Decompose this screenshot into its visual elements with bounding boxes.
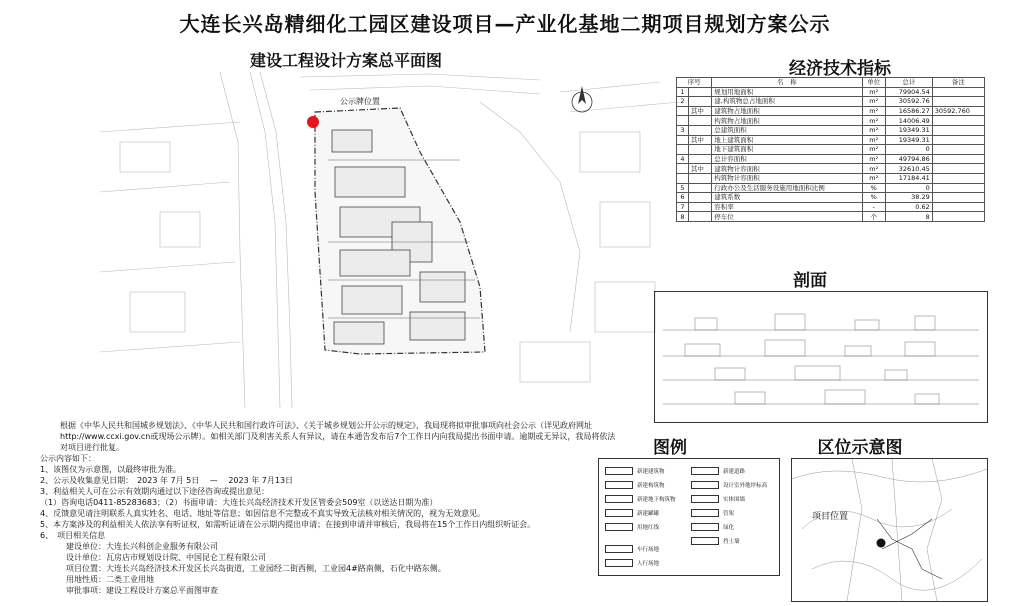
econ-indicators-title: 经济技术指标 xyxy=(789,59,891,79)
cell-unit: m² xyxy=(862,135,885,145)
legend-symbol-icon xyxy=(691,495,719,503)
cell-unit: m² xyxy=(862,125,885,135)
cell-name: 构筑物占地面积 xyxy=(712,116,862,126)
cell-group: 其中 xyxy=(688,164,711,174)
legend-label: 新建道路 xyxy=(723,469,746,475)
notice-intro: 根据《中华人民共和国城乡规划法》、《中华人民共和国行政许可法》、《关于城乡规划公开公示的规定》，我局现将拟审批事项向社会公示（详见政府网址http://www.ccxi.gov.cn或现场公示牌）。如相关部门及利害关系人有异议，请在本通告发布后7个工作日内向我局提出书面申请。逾期或无异议，我局将依法对项目进行批复。 xyxy=(60,421,616,452)
cell-note xyxy=(932,173,984,183)
cell-total: 0 xyxy=(885,145,932,155)
notice-item: 6、 项目相关信息 xyxy=(40,531,106,540)
cell-unit: % xyxy=(862,183,885,193)
legend-label: 挡土墙 xyxy=(723,539,740,545)
cell-unit: m² xyxy=(862,87,885,97)
cell-unit: m² xyxy=(862,106,885,116)
cell-unit: - xyxy=(862,202,885,212)
cell-unit: m² xyxy=(862,154,885,164)
project-location-label: 项目位置 xyxy=(812,512,849,522)
legend-label: 实体围墙 xyxy=(723,497,746,503)
cell-unit: m² xyxy=(862,164,885,174)
site-plan-title: 建设工程设计方案总平面图 xyxy=(249,51,442,70)
econ-table-body xyxy=(677,87,985,221)
legend-item xyxy=(691,467,745,475)
cell-total: 38.29 xyxy=(885,193,932,203)
table-row xyxy=(677,154,985,164)
notice-info-line: 建设单位：大连长兴科创企业服务有限公司 xyxy=(66,542,218,551)
sign-position-marker xyxy=(307,116,319,128)
cell-group xyxy=(688,183,711,193)
legend-box xyxy=(598,458,780,576)
notice-item: 5、本方案涉及的利益相关人依法享有听证权，如需听证请在公示期内提出申请；在接到申请并审核后，我局将在15个工作日内组织听证会。 xyxy=(40,520,536,529)
cell-group xyxy=(688,116,711,126)
north-arrow-icon xyxy=(572,86,592,112)
cell-name: 地上建筑面积 xyxy=(712,135,862,145)
cell-unit: m² xyxy=(862,145,885,155)
cell-name: 建筑物计容面积 xyxy=(712,164,862,174)
legend-title: 图例 xyxy=(653,438,687,458)
cell-no: 6 xyxy=(677,193,689,203)
location-map-title: 区位示意图 xyxy=(817,438,903,458)
table-row xyxy=(677,116,985,126)
legend-label: 新建建筑物 xyxy=(637,469,665,475)
cell-total: 30592.76 xyxy=(885,97,932,107)
notice-project-info xyxy=(40,541,620,596)
cell-note xyxy=(932,212,984,222)
legend-label: 管架 xyxy=(723,511,735,517)
cell-no: 7 xyxy=(677,202,689,212)
cell-no xyxy=(677,164,689,174)
cell-unit: 个 xyxy=(862,212,885,222)
notice-info-line: 审批事项：建设工程设计方案总平面图审查 xyxy=(66,586,218,595)
cell-no: 8 xyxy=(677,212,689,222)
legend-symbol-icon xyxy=(691,467,719,475)
legend-label: 人行场地 xyxy=(637,561,660,567)
notice-info-line: 设计单位：瓦房店市规划设计院、中国昆仑工程有限公司 xyxy=(66,553,266,562)
cell-unit: m² xyxy=(862,173,885,183)
cell-unit: m² xyxy=(862,97,885,107)
notice-item: 4、反馈意见请注明联系人真实姓名、电话、地址等信息；如因信息不完整或不真实导致无法核对相关情况的，视为无效意见。 xyxy=(40,509,486,518)
cell-note xyxy=(932,202,984,212)
cell-no: 2 xyxy=(677,97,689,107)
cell-note xyxy=(932,145,984,155)
legend-label: 绿化 xyxy=(723,525,735,531)
table-row xyxy=(677,212,985,222)
cell-note xyxy=(932,183,984,193)
cell-group xyxy=(688,97,711,107)
table-row xyxy=(677,106,985,116)
col-header: 总计 xyxy=(885,78,932,88)
legend-item xyxy=(691,509,734,517)
cell-name: 建筑系数 xyxy=(712,193,862,203)
cell-name: 构筑物计容面积 xyxy=(712,173,862,183)
notice-text xyxy=(40,420,620,596)
legend-label: 新建罐罐 xyxy=(637,511,660,517)
cell-group xyxy=(688,202,711,212)
notice-info-line: 项目位置：大连长兴岛经济技术开发区长兴岛街道，工业园经二街西侧，工业园4#路南侧，石化中路东侧。 xyxy=(66,564,446,573)
cell-total: 8 xyxy=(885,212,932,222)
cell-note xyxy=(932,154,984,164)
cell-no xyxy=(677,145,689,155)
table-row xyxy=(677,173,985,183)
notice-items xyxy=(40,464,620,541)
cell-no xyxy=(677,106,689,116)
cell-total: 49794.86 xyxy=(885,154,932,164)
cell-group xyxy=(688,125,711,135)
cell-total: 32610.45 xyxy=(885,164,932,174)
cell-name: 总建筑面积 xyxy=(712,125,862,135)
cell-no xyxy=(677,173,689,183)
table-row xyxy=(677,145,985,155)
section-title: 剖面 xyxy=(793,271,827,291)
section-drawing xyxy=(654,291,988,423)
table-row xyxy=(677,97,985,107)
table-row xyxy=(677,135,985,145)
econ-indicators-table xyxy=(676,77,985,222)
col-header: 序号 xyxy=(677,78,712,88)
legend-item xyxy=(691,523,734,531)
cell-note xyxy=(932,193,984,203)
col-header: 单位 xyxy=(862,78,885,88)
cell-total: 19349.31 xyxy=(885,135,932,145)
table-row xyxy=(677,193,985,203)
legend-item xyxy=(691,537,740,545)
project-location-marker xyxy=(877,539,886,548)
notice-item: 1、该图仅为示意图，以最终审批为准。 xyxy=(40,465,182,474)
legend-item xyxy=(691,481,767,489)
cell-group xyxy=(688,154,711,164)
notice-item: 2、公示及收集意见日期： 2023 年 7月 5日 — 2023 年 7月13日 xyxy=(40,476,294,485)
notice-heading: 公示内容如下： xyxy=(40,454,96,463)
cell-total: 14006.49 xyxy=(885,116,932,126)
location-map xyxy=(791,458,988,602)
legend-label: 设计室外地坪标高 xyxy=(723,483,768,489)
cell-total: 17184.41 xyxy=(885,173,932,183)
cell-group xyxy=(688,87,711,97)
table-row xyxy=(677,183,985,193)
cell-total: 16586.27 xyxy=(885,106,932,116)
legend-label: 新建地下构筑物 xyxy=(637,497,676,503)
cell-note: 30592.760 xyxy=(932,106,984,116)
cell-name: 建,构筑物总占地面积 xyxy=(712,97,862,107)
legend-symbol-icon xyxy=(691,523,719,531)
cell-unit: % xyxy=(862,193,885,203)
legend-label: 车行场地 xyxy=(637,547,660,553)
cell-name: 地下建筑面积 xyxy=(712,145,862,155)
cell-group xyxy=(688,173,711,183)
cell-note xyxy=(932,125,984,135)
legend-symbol-icon xyxy=(691,537,719,545)
table-row xyxy=(677,87,985,97)
cell-note xyxy=(932,135,984,145)
cell-name: 总计容面积 xyxy=(712,154,862,164)
table-header-row xyxy=(677,78,985,88)
cell-total: 0 xyxy=(885,183,932,193)
cell-group xyxy=(688,193,711,203)
table-row xyxy=(677,125,985,135)
cell-group xyxy=(688,212,711,222)
cell-note xyxy=(932,164,984,174)
cell-no xyxy=(677,135,689,145)
legend-symbol-icon xyxy=(691,481,719,489)
col-header: 名 称 xyxy=(712,78,862,88)
cell-name: 停车位 xyxy=(712,212,862,222)
legend-label: 新建构筑物 xyxy=(637,483,665,489)
sign-position-label: 公示牌位置 xyxy=(340,97,380,106)
legend-item xyxy=(691,495,745,503)
notice-info-line: 用地性质：二类工业用地 xyxy=(66,575,154,584)
legend-symbol-icon xyxy=(691,509,719,517)
table-row xyxy=(677,164,985,174)
cell-note xyxy=(932,97,984,107)
cell-name: 容积率 xyxy=(712,202,862,212)
notice-item: 3、利益相关人可在公示有效期内通过以下途径咨询或提出意见： xyxy=(40,487,270,496)
cell-group: 其中 xyxy=(688,135,711,145)
cell-name: 行政办公及生活服务设施用地面积比例 xyxy=(712,183,862,193)
site-plan-drawing xyxy=(100,72,690,408)
cell-note xyxy=(932,87,984,97)
cell-name: 规划用地面积 xyxy=(712,87,862,97)
cell-total: 79904.54 xyxy=(885,87,932,97)
col-header: 备注 xyxy=(932,78,984,88)
cell-total: 0.62 xyxy=(885,202,932,212)
cell-no xyxy=(677,116,689,126)
cell-no: 5 xyxy=(677,183,689,193)
notice-item: （1）咨询电话0411-85283683；（2）书面申请：大连长兴岛经济技术开发区管委会509室（以送达日期为准） xyxy=(40,498,438,507)
cell-group: 其中 xyxy=(688,106,711,116)
cell-no: 3 xyxy=(677,125,689,135)
legend-label: 用地红线 xyxy=(637,525,660,531)
cell-total: 19349.31 xyxy=(885,125,932,135)
cell-group xyxy=(688,145,711,155)
cell-no: 4 xyxy=(677,154,689,164)
cell-no: 1 xyxy=(677,87,689,97)
cell-unit: m² xyxy=(862,116,885,126)
cell-note xyxy=(932,116,984,126)
page-title: 大连长兴岛精细化工园区建设项目—产业化基地二期项目规划方案公示 xyxy=(179,12,831,36)
cell-name: 建筑物占地面积 xyxy=(712,106,862,116)
table-row xyxy=(677,202,985,212)
